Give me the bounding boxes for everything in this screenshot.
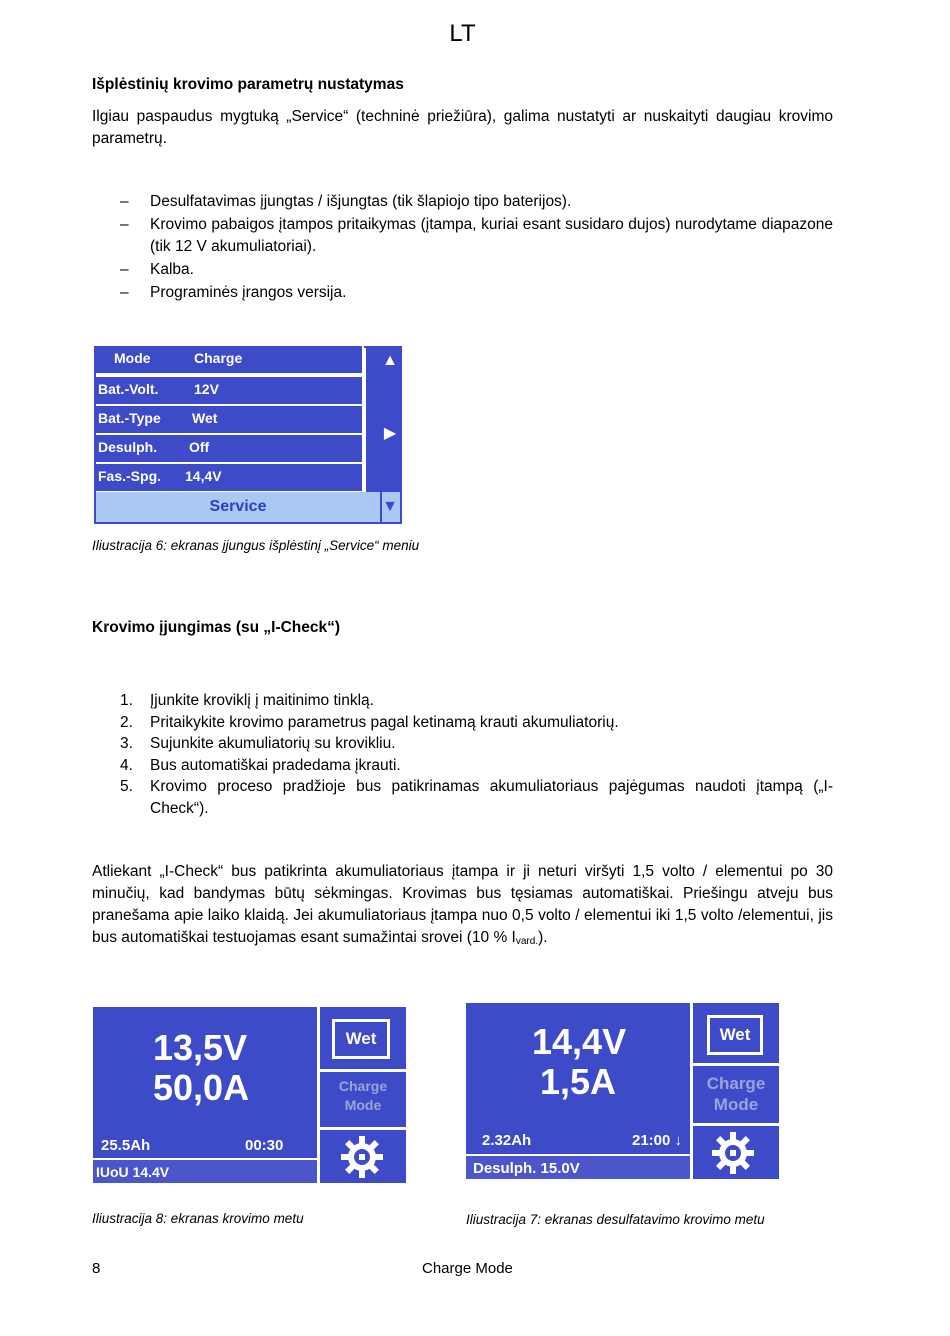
charge-mode-cell[interactable] [693, 1066, 779, 1126]
settings-cell[interactable] [693, 1126, 779, 1179]
gear-icon[interactable] [340, 1135, 384, 1179]
desulphation-screen [466, 1003, 776, 1179]
screen-side-panel [690, 1003, 779, 1179]
intro-paragraph: Ilgiau paspaudus mygtuką „Service“ (techninė priežiūra), galima nustatyti ar nuskaityti daugiau krovimo parametrų. [92, 108, 833, 147]
section-title-extended-params: Išplėstinių krovimo parametrų nustatymas [92, 76, 404, 93]
step-text: Pritaikykite krovimo parametrus pagal ketinamą krauti akumuliatorių. [150, 713, 619, 731]
list-item [92, 733, 833, 755]
menu-row-value: Off [189, 439, 210, 455]
screen-side-panel [317, 1007, 406, 1183]
dash-marker: – [120, 284, 129, 301]
figure-caption-8: Iliustracija 8: ekranas krovimo metu [92, 1211, 304, 1226]
menu-row-key: Bat.-Type [98, 410, 161, 426]
step-number: 4. [120, 756, 133, 774]
menu-row-value: Charge [194, 350, 243, 366]
scroll-up-arrow-icon[interactable]: ▲ [382, 352, 398, 369]
dash-marker: – [120, 193, 129, 210]
gear-icon[interactable] [711, 1131, 755, 1175]
footer-title: Charge Mode [422, 1260, 513, 1277]
list-item-text: Desulfatavimas įjungtas / išjungtas (tik šlapiojo tipo baterijos). [150, 193, 572, 210]
menu-row-key: Desulph. [98, 439, 158, 455]
charge-mode-label-2: Mode [344, 1097, 382, 1113]
step-number: 2. [120, 713, 133, 731]
step-text: Sujunkite akumuliatorių su krovikliu. [150, 735, 396, 752]
subscript-text: vard. [515, 936, 539, 947]
step-text: Įjunkite kroviklį į maitinimo tinklą. [150, 692, 374, 709]
menu-row-value: Wet [192, 410, 218, 426]
menu-row-key: Bat.-Volt. [98, 381, 159, 397]
menu-row-desulph [96, 433, 364, 464]
charging-screen [93, 1007, 403, 1183]
battery-icon: Wet [332, 1019, 390, 1059]
menu-row-bat-volt [96, 375, 364, 406]
steps-list [92, 690, 833, 819]
step-text: Krovimo proceso pradžioje bus patikrinamas akumuliatoriaus pajėgumas naudoti įtampą („I-Check“). [150, 778, 833, 817]
menu-row-bat-type [96, 404, 364, 435]
menu-row-fas-spg [96, 462, 364, 493]
mode-line: Desulph. 15.0V [466, 1154, 690, 1179]
step-number: 3. [120, 735, 133, 752]
charge-mode-label-2: Mode [713, 1095, 759, 1114]
charge-mode-label-1: Charge [706, 1074, 766, 1093]
current-readout: 1,5A [540, 1061, 617, 1102]
list-item-text: Kalba. [150, 261, 194, 278]
list-item [92, 755, 833, 777]
list-item [92, 259, 833, 281]
service-bar[interactable]: Service [96, 492, 380, 522]
voltage-readout: 14,4V [532, 1021, 627, 1062]
battery-type-cell [320, 1007, 406, 1072]
scroll-down-arrow-icon[interactable]: ▼ [382, 498, 398, 515]
step-text: Bus automatiškai pradedama įkrauti. [150, 756, 401, 774]
current-readout: 50,0A [153, 1067, 250, 1108]
list-item [92, 690, 833, 712]
list-item [92, 776, 833, 819]
voltage-readout: 13,5V [153, 1027, 248, 1068]
battery-icon: Wet [707, 1015, 763, 1055]
capacity-readout: 2.32Ah [482, 1132, 532, 1149]
figure-caption-7: Iliustracija 7: ekranas desulfatavimo krovimo metu [466, 1212, 765, 1227]
params-list [92, 191, 833, 305]
list-item [92, 712, 833, 734]
settings-cell[interactable] [320, 1130, 406, 1183]
capacity-readout: 25.5Ah [101, 1137, 151, 1154]
mode-line: IUoU 14.4V [93, 1158, 317, 1183]
list-item [92, 282, 833, 304]
list-item-text: Krovimo pabaigos įtampos pritaikymas (įtampa, kuriai esant susidaro dujos) nurodytame diapazone (tik 12 V akumuliatoriai). [150, 216, 833, 255]
time-readout: 00:30 [245, 1137, 284, 1154]
scroll-right-arrow-icon[interactable]: ▶ [383, 425, 397, 442]
menu-row-value: 14,4V [185, 468, 222, 484]
menu-row-key: Mode [114, 350, 151, 366]
dash-marker: – [120, 216, 129, 233]
i-check-paragraph [92, 861, 833, 953]
list-item [92, 214, 833, 258]
dash-marker: – [120, 261, 129, 278]
figure-caption-6: Iliustracija 6: ekranas įjungus išplėstinį „Service“ meniu [92, 538, 420, 553]
section-title-start-charging: Krovimo įjungimas (su „I-Check“) [92, 619, 341, 636]
service-menu-screen [94, 346, 402, 524]
battery-type-cell [693, 1003, 779, 1066]
time-readout: 21:00 ↓ [632, 1132, 683, 1149]
charge-mode-label-1: Charge [338, 1078, 388, 1094]
list-item-text: Programinės įrangos versija. [150, 284, 347, 301]
page-number: 8 [92, 1260, 101, 1277]
list-item [92, 191, 833, 213]
menu-row-value: 12V [194, 381, 219, 397]
charge-mode-cell[interactable] [320, 1072, 406, 1130]
step-number: 1. [120, 692, 133, 709]
step-number: 5. [120, 778, 133, 795]
paragraph-text: Atliekant „I-Check“ bus patikrinta akumuliatoriaus įtampa ir ji neturi viršyti 1,5 volto / elementui po 30 minučių, kad bandymas būtų sėkmingas. Krovimas bus tęsiamas automatiškai. Priešingu atveju bus pranešama apie laiko klaidą. Jei akumuliatoriaus įtampa nuo 0,5 volto / elementui iki 1,5 volto /elementui, jis bus automatiškai testuojamas esant sumažintai srovei (10 % I [92, 863, 833, 946]
page-language-header: LT [449, 20, 476, 47]
menu-row-mode [96, 346, 364, 375]
menu-row-key: Fas.-Spg. [98, 468, 162, 484]
paragraph-end: ). [538, 929, 548, 946]
